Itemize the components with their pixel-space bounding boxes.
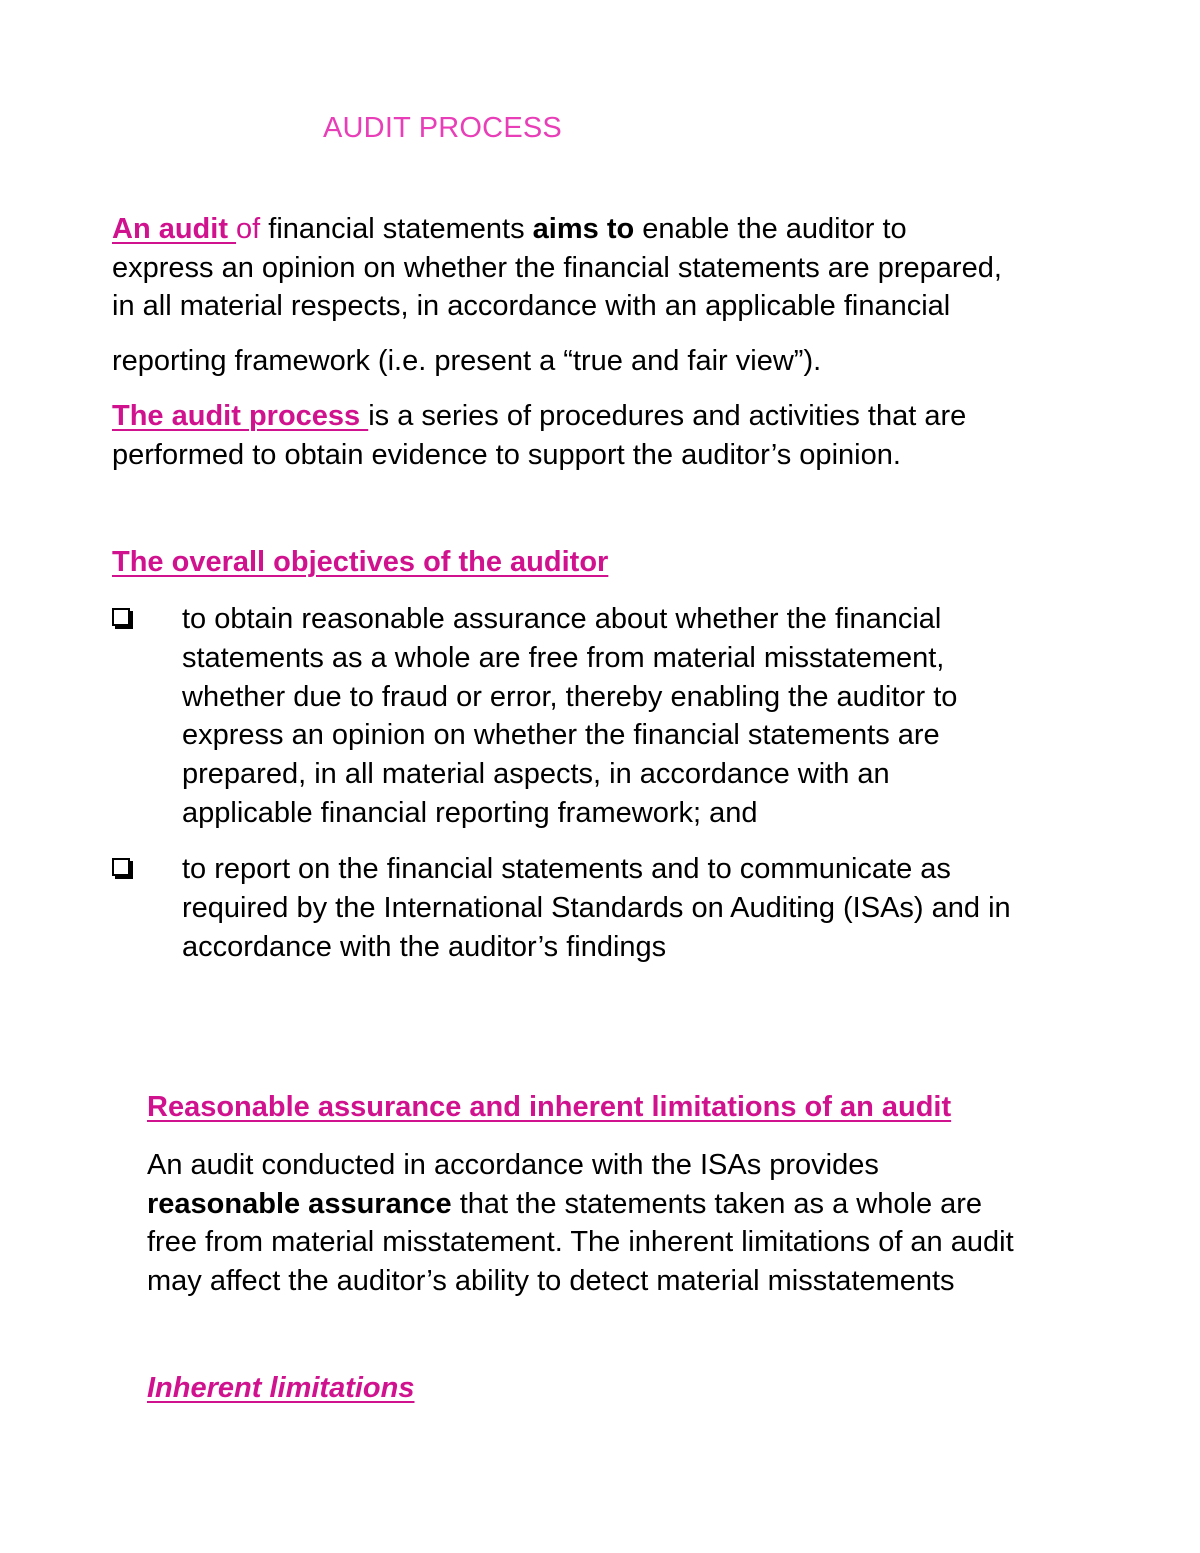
word-of: of [236, 213, 261, 245]
assurance-line-3: free from material misstatement. The inherent limitations of an audit [147, 1226, 1014, 1258]
objectives-heading: The overall objectives of the auditor [112, 546, 609, 578]
term-an-audit: An audit [112, 213, 237, 245]
aims-to-bold: aims to [532, 213, 635, 245]
objective-1-line: express an opinion on whether the financial statements are [182, 719, 940, 752]
process-paragraph [112, 397, 966, 474]
limitations-heading: Inherent limitations [147, 1372, 415, 1404]
intro-line-2: express an opinion on whether the financial statements are prepared, [112, 251, 1002, 284]
assurance-paragraph [147, 1146, 1014, 1300]
checkbox-bullet-icon [112, 608, 130, 626]
intro-text-b: enable the auditor to [634, 213, 907, 245]
objective-1-line: applicable financial reporting framework; and [182, 796, 758, 829]
page-title: AUDIT PROCESS [323, 112, 562, 144]
reasonable-assurance-bold: reasonable assurance [147, 1187, 452, 1220]
process-text: is a series of procedures and activities that are [368, 400, 967, 432]
objective-item-1 [112, 600, 957, 833]
assurance-line-1: An audit conducted in accordance with the ISAs provides [147, 1149, 879, 1181]
objective-1-line: whether due to fraud or error, thereby enabling the auditor to [182, 680, 958, 713]
intro-text-a: financial statements [260, 213, 533, 245]
assurance-line-4: may affect the auditor’s ability to detect material misstatements [147, 1264, 955, 1297]
objective-item-2 [112, 850, 1011, 966]
assurance-heading: Reasonable assurance and inherent limitations of an audit [147, 1091, 952, 1123]
process-line-2: performed to obtain evidence to support the auditor’s opinion. [112, 438, 901, 471]
objective-2-line: required by the International Standards on Auditing (ISAs) and in [182, 891, 1011, 924]
term-audit-process: The audit process [112, 400, 369, 432]
intro-paragraph-end [112, 342, 821, 381]
objective-1-line: to obtain reasonable assurance about whether the financial [182, 603, 942, 635]
process-line-1 [112, 397, 966, 436]
objective-1-line: prepared, in all material aspects, in accordance with an [182, 758, 890, 791]
intro-line-3: in all material respects, in accordance with an applicable financial [112, 290, 951, 322]
objective-2-line: to report on the financial statements and to communicate as [182, 853, 951, 885]
intro-line-4: reporting framework (i.e. present a “true and fair view”). [112, 345, 822, 377]
intro-paragraph [112, 210, 1002, 326]
objective-1-line: statements as a whole are free from material misstatement, [182, 641, 945, 674]
assurance-line-2 [147, 1185, 1014, 1224]
objective-2-line: accordance with the auditor’s findings [182, 930, 667, 963]
checkbox-bullet-icon [112, 858, 130, 876]
intro-line-1 [112, 210, 1002, 249]
assurance-line-2-rest: that the statements taken as a whole are [451, 1187, 983, 1220]
